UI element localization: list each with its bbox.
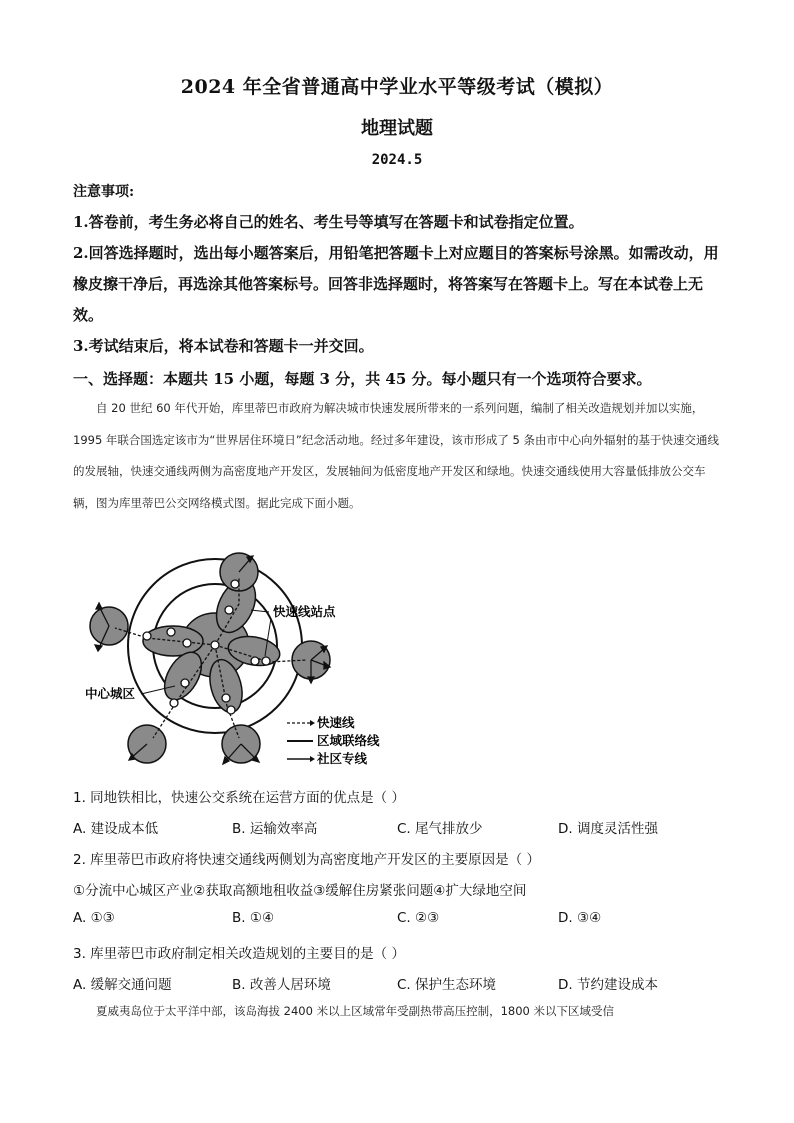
note-item-2: 2.回答选择题时，选出每小题答案后，用铅笔把答题卡上对应题目的答案标号涂黑。如需改动，用橡皮擦干净后，再选涂其他答案标号。回答非选择题时，将答案写在答题卡上。写在本试卷上无效。 [73,244,719,324]
legend-regional: 区域联络线 [317,733,380,748]
q3-option-a[interactable]: A. 缓解交通问题 [73,977,172,993]
q2-option-d[interactable]: D. ③④ [558,910,602,926]
legend-express: 快速线 [317,715,355,730]
question-3-stem: 3. 库里蒂巴市政府制定相关改造规划的主要目的是（ ） [73,946,405,962]
question-2-statements: ①分流中心城区产业②获取高额地租收益③缓解住房紧张问题④扩大绿地空间 [73,883,527,899]
passage-2: 夏威夷岛位于太平洋中部，该岛海拔 2400 米以上区域常年受副热带高压控制，1800 米以下区域受信 [96,1004,614,1018]
passage-1: 自 20 世纪 60 年代开始，库里蒂巴市政府为解决城市快速发展所带来的一系列问题，编制了相关改造规划并加以实施，1995 年联合国选定该市为“世界居住环境日”纪念活动地。经过多年建设，该市形成了 5 条由市中心向外辐射的基于快速交通线的发展轴，快速交通线两侧为高密度地产开发区，发展轴间为低密度地产开发区和绿地。快速交通线使用大容量低排放公交车辆，图为库里蒂巴公交网络模式图。据此完成下面小题。 [73,401,719,510]
station-label: 快速线站点 [273,604,336,619]
q1-option-c[interactable]: C. 尾气排放少 [397,821,483,837]
section-heading: 一、选择题：本题共 15 小题，每题 3 分，共 45 分。每小题只有一个选项符合要求。 [73,370,652,388]
notes-heading: 注意事项: [73,184,135,200]
exam-subject: 地理试题 [361,118,433,139]
bus-network-diagram [75,548,395,778]
q3-option-d[interactable]: D. 节约建设成本 [558,977,658,993]
q1-option-b[interactable]: B. 运输效率高 [232,821,318,837]
q2-option-a[interactable]: A. ①③ [73,910,115,926]
exam-title: 2024 年全省普通高中学业水平等级考试（模拟） [180,76,614,98]
question-1-stem: 1. 同地铁相比，快速公交系统在运营方面的优点是（ ） [73,790,405,806]
q1-option-a[interactable]: A. 建设成本低 [73,821,159,837]
q3-option-b[interactable]: B. 改善人居环境 [232,977,331,993]
question-2-stem: 2. 库里蒂巴市政府将快速交通线两侧划为高密度地产开发区的主要原因是（ ） [73,852,540,868]
note-item-1: 1.答卷前，考生务必将自己的姓名、考生号等填写在答题卡和试卷指定位置。 [73,213,584,231]
q2-option-b[interactable]: B. ①④ [232,910,275,926]
exam-date: 2024.5 [371,152,423,168]
legend-community: 社区专线 [317,751,368,766]
legend [287,715,380,766]
center-city-label: 中心城区 [85,686,136,701]
q1-option-d[interactable]: D. 调度灵活性强 [558,821,658,837]
q3-option-c[interactable]: C. 保护生态环境 [397,977,497,993]
q2-option-c[interactable]: C. ②③ [397,910,440,926]
note-item-3: 3.考试结束后，将本试卷和答题卡一并交回。 [73,337,374,355]
